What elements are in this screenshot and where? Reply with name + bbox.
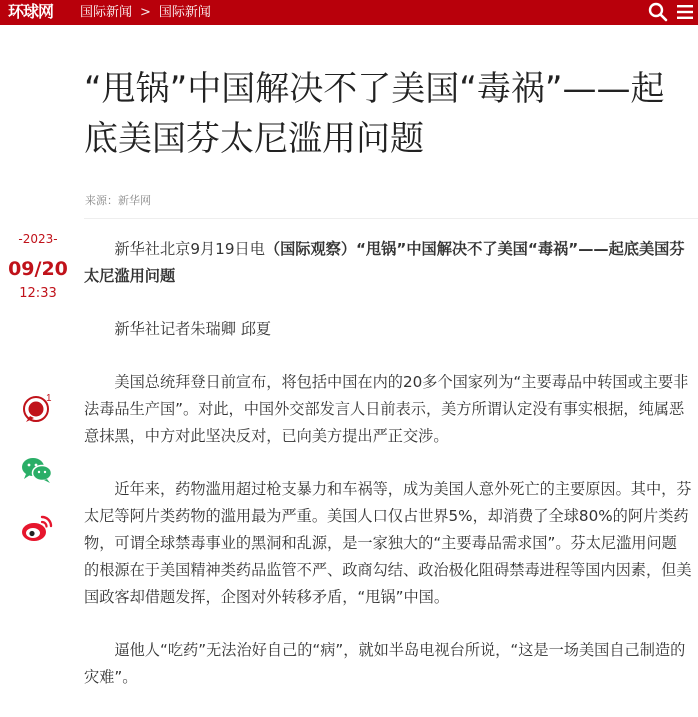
article-paragraph: 逼他人“吃药”无法治好自己的“病”，就如半岛电视台所说，“这是一场美国自己制造的灾难”。 (84, 641, 686, 686)
comment-icon (20, 392, 54, 424)
breadcrumb-separator: > (140, 5, 151, 20)
search-icon[interactable] (648, 2, 668, 22)
wechat-icon (20, 455, 54, 485)
article-paragraph: 美国总统拜登日前宣布，将包括中国在内的20多个国家列为“主要毒品中转国或主要非法毒品生产国”。对此，中国外交部发言人日前表示，美方所谓认定没有事实根据，纯属恶意抹黑，中方对此坚决反对，已向美方提出严正交涉。 (84, 373, 689, 445)
menu-icon[interactable] (675, 2, 695, 22)
publish-year: -2023- (18, 232, 58, 246)
comment-count: 1 (46, 393, 52, 404)
lead-dateline: 新华社北京9月19日电 (114, 240, 265, 258)
publish-month-day: 09/20 (8, 258, 68, 280)
article-paragraph: 近年来，药物滥用超过枪支暴力和车祸等，成为美国人意外死亡的主要原因。其中，芬太尼等阿片类药物的滥用最为严重。美国人口仅占世界5%，却消费了全球80%的阿片类药物，可谓全球禁毒事业的黑洞和乱源，是一家独大的“主要毒品需求国”。芬太尼滥用问题的根源在于美国精神类药品监管不严、政商勾结、政治极化阻碍禁毒进程等国内因素，但美国政客却借题发挥，企图对外转移矛盾，“甩锅”中国。 (84, 480, 692, 606)
weibo-icon (20, 513, 54, 545)
article-lead (84, 236, 692, 290)
article-title: “甩锅”中国解决不了美国“毒祸”——起底美国芬太尼滥用问题 (84, 69, 665, 159)
publish-date (0, 232, 76, 301)
article-byline: 新华社记者朱瑞卿 邱夏 (114, 320, 272, 338)
site-logo[interactable]: 环球网 (8, 2, 54, 21)
breadcrumb-item-1[interactable]: 国际新闻 (80, 5, 133, 20)
wechat-share-button[interactable] (18, 455, 56, 489)
weibo-share-button[interactable] (18, 513, 56, 549)
lead-headline: （国际观察）“甩锅”中国解决不了美国“毒祸”——起底美国芬太尼滥用问题 (84, 240, 685, 285)
breadcrumb (80, 0, 211, 25)
article-body (84, 236, 692, 717)
divider (84, 218, 698, 219)
breadcrumb-item-2[interactable]: 国际新闻 (158, 5, 211, 20)
article-source: 来源：新华网 (85, 194, 151, 207)
publish-time: 12:33 (19, 286, 57, 301)
top-bar (0, 0, 698, 25)
comment-button[interactable] (18, 392, 56, 428)
